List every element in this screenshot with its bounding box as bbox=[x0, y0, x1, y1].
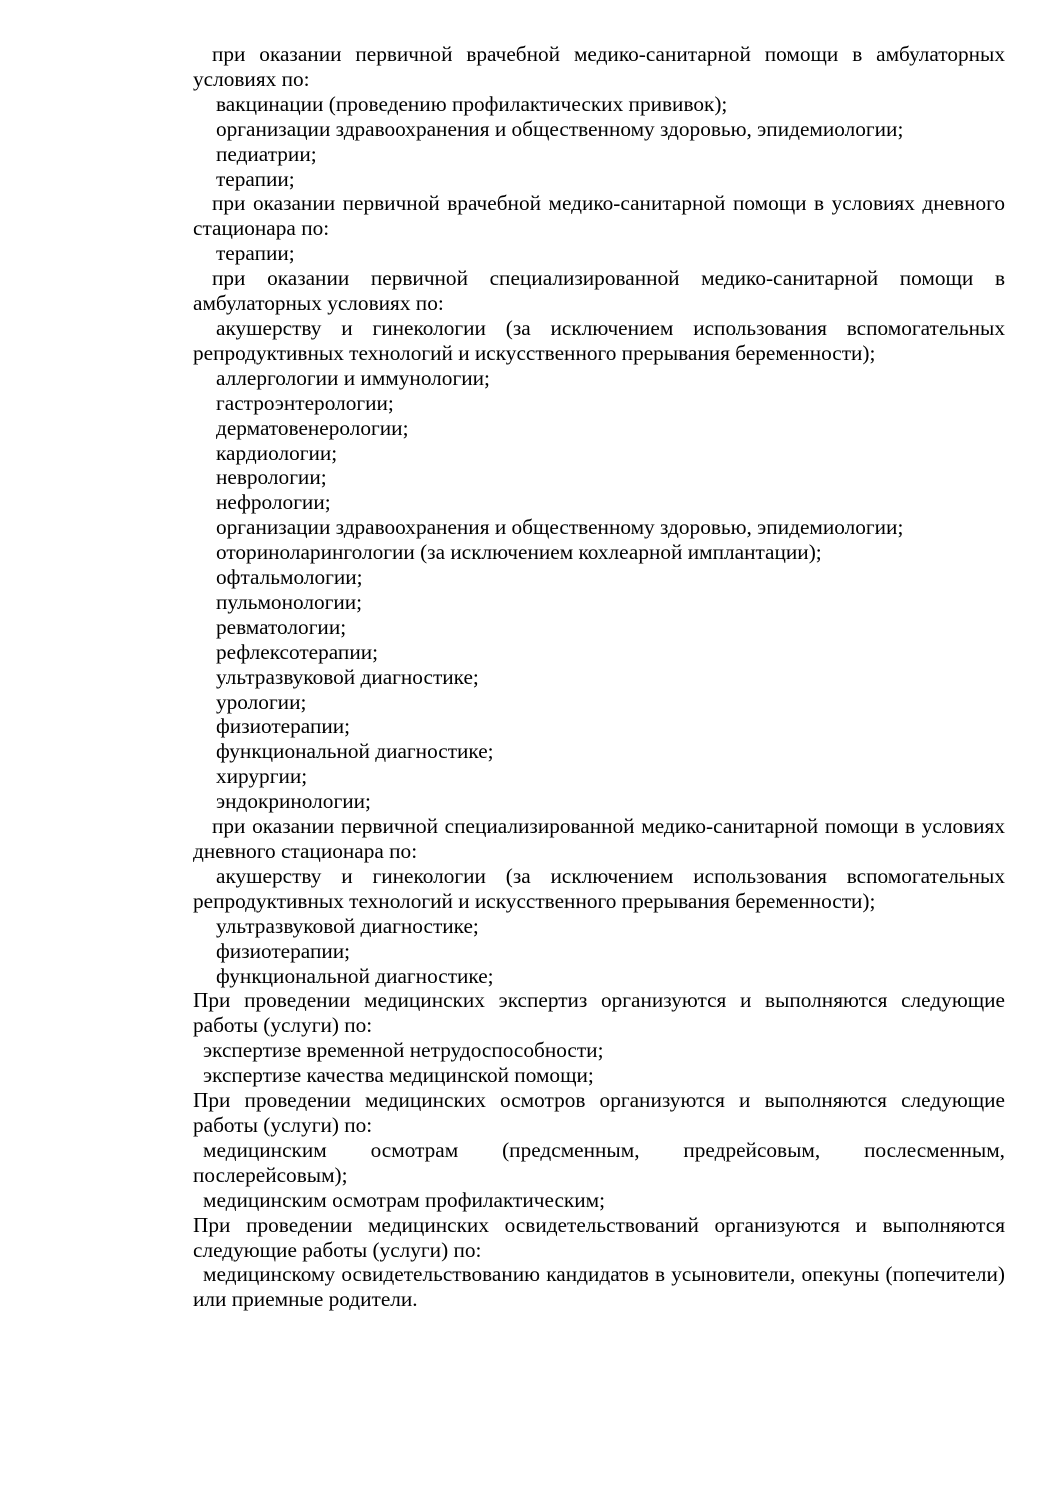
paragraph: при оказании первичной врачебной медико-санитарной помощи в условиях дневного стационара по: bbox=[193, 191, 1005, 241]
paragraph: акушерству и гинекологии (за исключением использования вспомогательных репродуктивных технологий и искусственного прерывания беременности); bbox=[193, 863, 1005, 913]
paragraph: ревматологии; bbox=[216, 614, 347, 639]
paragraph: хирургии; bbox=[216, 764, 308, 789]
paragraph: педиатрии; bbox=[216, 141, 317, 166]
paragraph: терапии; bbox=[216, 241, 295, 266]
paragraph: пульмонологии; bbox=[216, 589, 363, 614]
paragraph: рефлексотерапии; bbox=[216, 639, 379, 664]
paragraph: урологии; bbox=[216, 689, 307, 714]
paragraph: гастроэнтерологии; bbox=[216, 390, 394, 415]
paragraph: медицинским осмотрам профилактическим; bbox=[203, 1187, 606, 1212]
paragraph: при оказании первичной специализированной медико-санитарной помощи в амбулаторных условиях по: bbox=[193, 266, 1005, 316]
paragraph: офтальмологии; bbox=[216, 565, 363, 590]
paragraph: при оказании первичной врачебной медико-санитарной помощи в амбулаторных условиях по: bbox=[193, 42, 1005, 91]
paragraph: оториноларингологии (за исключением кохлеарной имплантации); bbox=[216, 540, 822, 565]
license-services-text bbox=[193, 42, 1005, 1312]
paragraph: экспертизе временной нетрудоспособности; bbox=[203, 1038, 604, 1063]
paragraph: При проведении медицинских экспертиз организуются и выполняются следующие работы (услуги) по: bbox=[193, 988, 1005, 1038]
paragraph: медицинским осмотрам (предсменным, предрейсовым, послесменным, послерейсовым); bbox=[193, 1137, 1005, 1187]
paragraph: кардиологии; bbox=[216, 440, 338, 465]
paragraph: ультразвуковой диагностике; bbox=[216, 913, 479, 938]
paragraph: акушерству и гинекологии (за исключением использования вспомогательных репродуктивных технологий и искусственного прерывания беременности); bbox=[193, 315, 1005, 365]
paragraph: функциональной диагностике; bbox=[216, 963, 494, 988]
paragraph: медицинскому освидетельствованию кандидатов в усыновители, опекуны (попечители) или приемные родители. bbox=[193, 1262, 1005, 1312]
paragraph: эндокринологии; bbox=[216, 789, 371, 814]
paragraph: При проведении медицинских освидетельствований организуются и выполняются следующие работы (услуги) по: bbox=[193, 1212, 1005, 1262]
paragraph: аллергологии и иммунологии; bbox=[216, 365, 490, 390]
paragraph: терапии; bbox=[216, 166, 295, 191]
paragraph: экспертизе качества медицинской помощи; bbox=[203, 1063, 594, 1088]
paragraph: физиотерапии; bbox=[216, 714, 351, 739]
paragraph: нефрологии; bbox=[216, 490, 331, 515]
paragraph: физиотерапии; bbox=[216, 938, 351, 963]
paragraph: организации здравоохранения и общественному здоровью, эпидемиологии; bbox=[216, 116, 904, 141]
paragraph: ультразвуковой диагностике; bbox=[216, 664, 479, 689]
paragraph: неврологии; bbox=[216, 465, 327, 490]
paragraph: при оказании первичной специализированной медико-санитарной помощи в условиях дневного стационара по: bbox=[193, 814, 1005, 863]
paragraph: При проведении медицинских осмотров организуются и выполняются следующие работы (услуги) по: bbox=[193, 1088, 1005, 1137]
paragraph: дерматовенерологии; bbox=[216, 415, 409, 440]
paragraph: функциональной диагностике; bbox=[216, 739, 494, 764]
paragraph: организации здравоохранения и общественному здоровью, эпидемиологии; bbox=[216, 515, 904, 540]
paragraph: вакцинации (проведению профилактических прививок); bbox=[216, 91, 728, 116]
